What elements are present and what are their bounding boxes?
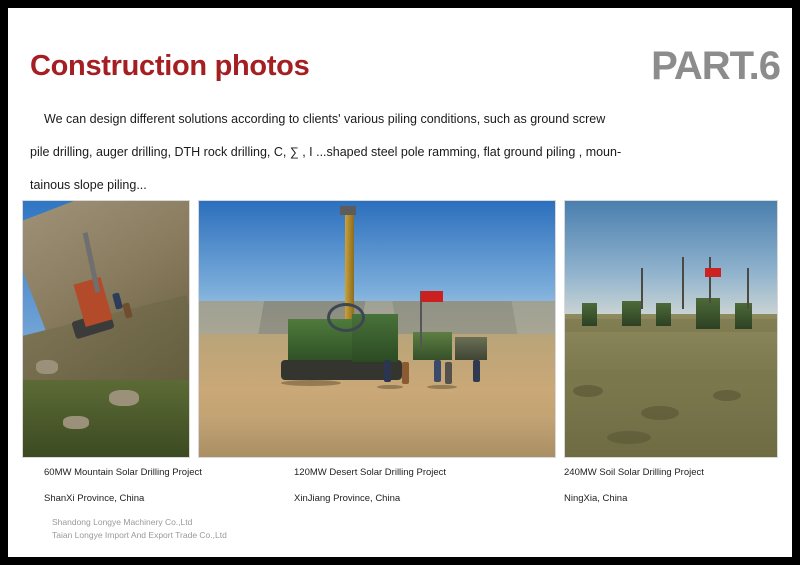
intro-line-2: pile drilling, auger drilling, DTH rock drilling, C, ∑ , I ...shaped steel pole ramming, flat ground piling , moun- [30,145,622,159]
caption-row [22,460,778,516]
drill-rig [582,303,597,326]
mast-crown [340,206,356,215]
vegetation [23,380,189,457]
worker [434,360,441,382]
footer-line-2: Taian Longye Import And Export Trade Co.,Ltd [52,530,227,540]
caption-location: ShanXi Province, China [44,493,145,504]
drill-rig [696,298,719,329]
photo-1-scene [23,201,189,457]
ground-band [565,370,777,383]
caption-title: 120MW Desert Solar Drilling Project [294,467,447,478]
drill-rig [656,303,671,326]
mast-pole [709,257,711,303]
part-label: PART.6 [651,44,780,88]
caption-mountain [44,460,202,512]
rock [36,360,58,374]
caption-location: XinJiang Province, China [294,493,401,504]
photo-3-scene [565,201,777,457]
worker [402,362,409,384]
support-truck [455,337,487,360]
intro-line-1: We can design different solutions according to clients' various piling conditions, such as ground screw [44,112,606,126]
bush [641,406,679,420]
intro-line-3: tainous slope piling... [30,178,147,192]
sky [565,201,777,319]
drill-rig [622,301,641,327]
photo-row [22,200,778,458]
caption-location: NingXia, China [564,493,628,504]
photo-2-scene [199,201,555,457]
foreground-ground [199,416,555,457]
slide-canvas [8,8,792,557]
worker [384,360,391,382]
support-truck [413,332,452,360]
photo-soil-solar-drilling[interactable] [564,200,778,458]
footer-company-info [52,516,227,542]
mast-pole [641,268,643,309]
rock [109,390,139,406]
intro-paragraph [30,103,630,202]
worker [445,362,452,384]
caption-title: 60MW Mountain Solar Drilling Project [44,467,202,478]
page-title: Construction photos [30,50,310,82]
rock [63,416,89,429]
footer-line-1: Shandong Longye Machinery Co.,Ltd [52,517,193,527]
caption-title: 240MW Soil Solar Drilling Project [564,467,704,478]
photo-desert-solar-drilling[interactable] [198,200,556,458]
mast-pole [682,257,684,308]
caption-desert [294,460,446,512]
worker [473,360,480,382]
red-flag [421,291,443,302]
caption-soil [564,460,704,512]
mast-pole [747,268,749,309]
red-flag [705,268,721,277]
photo-mountain-solar-drilling[interactable] [22,200,190,458]
